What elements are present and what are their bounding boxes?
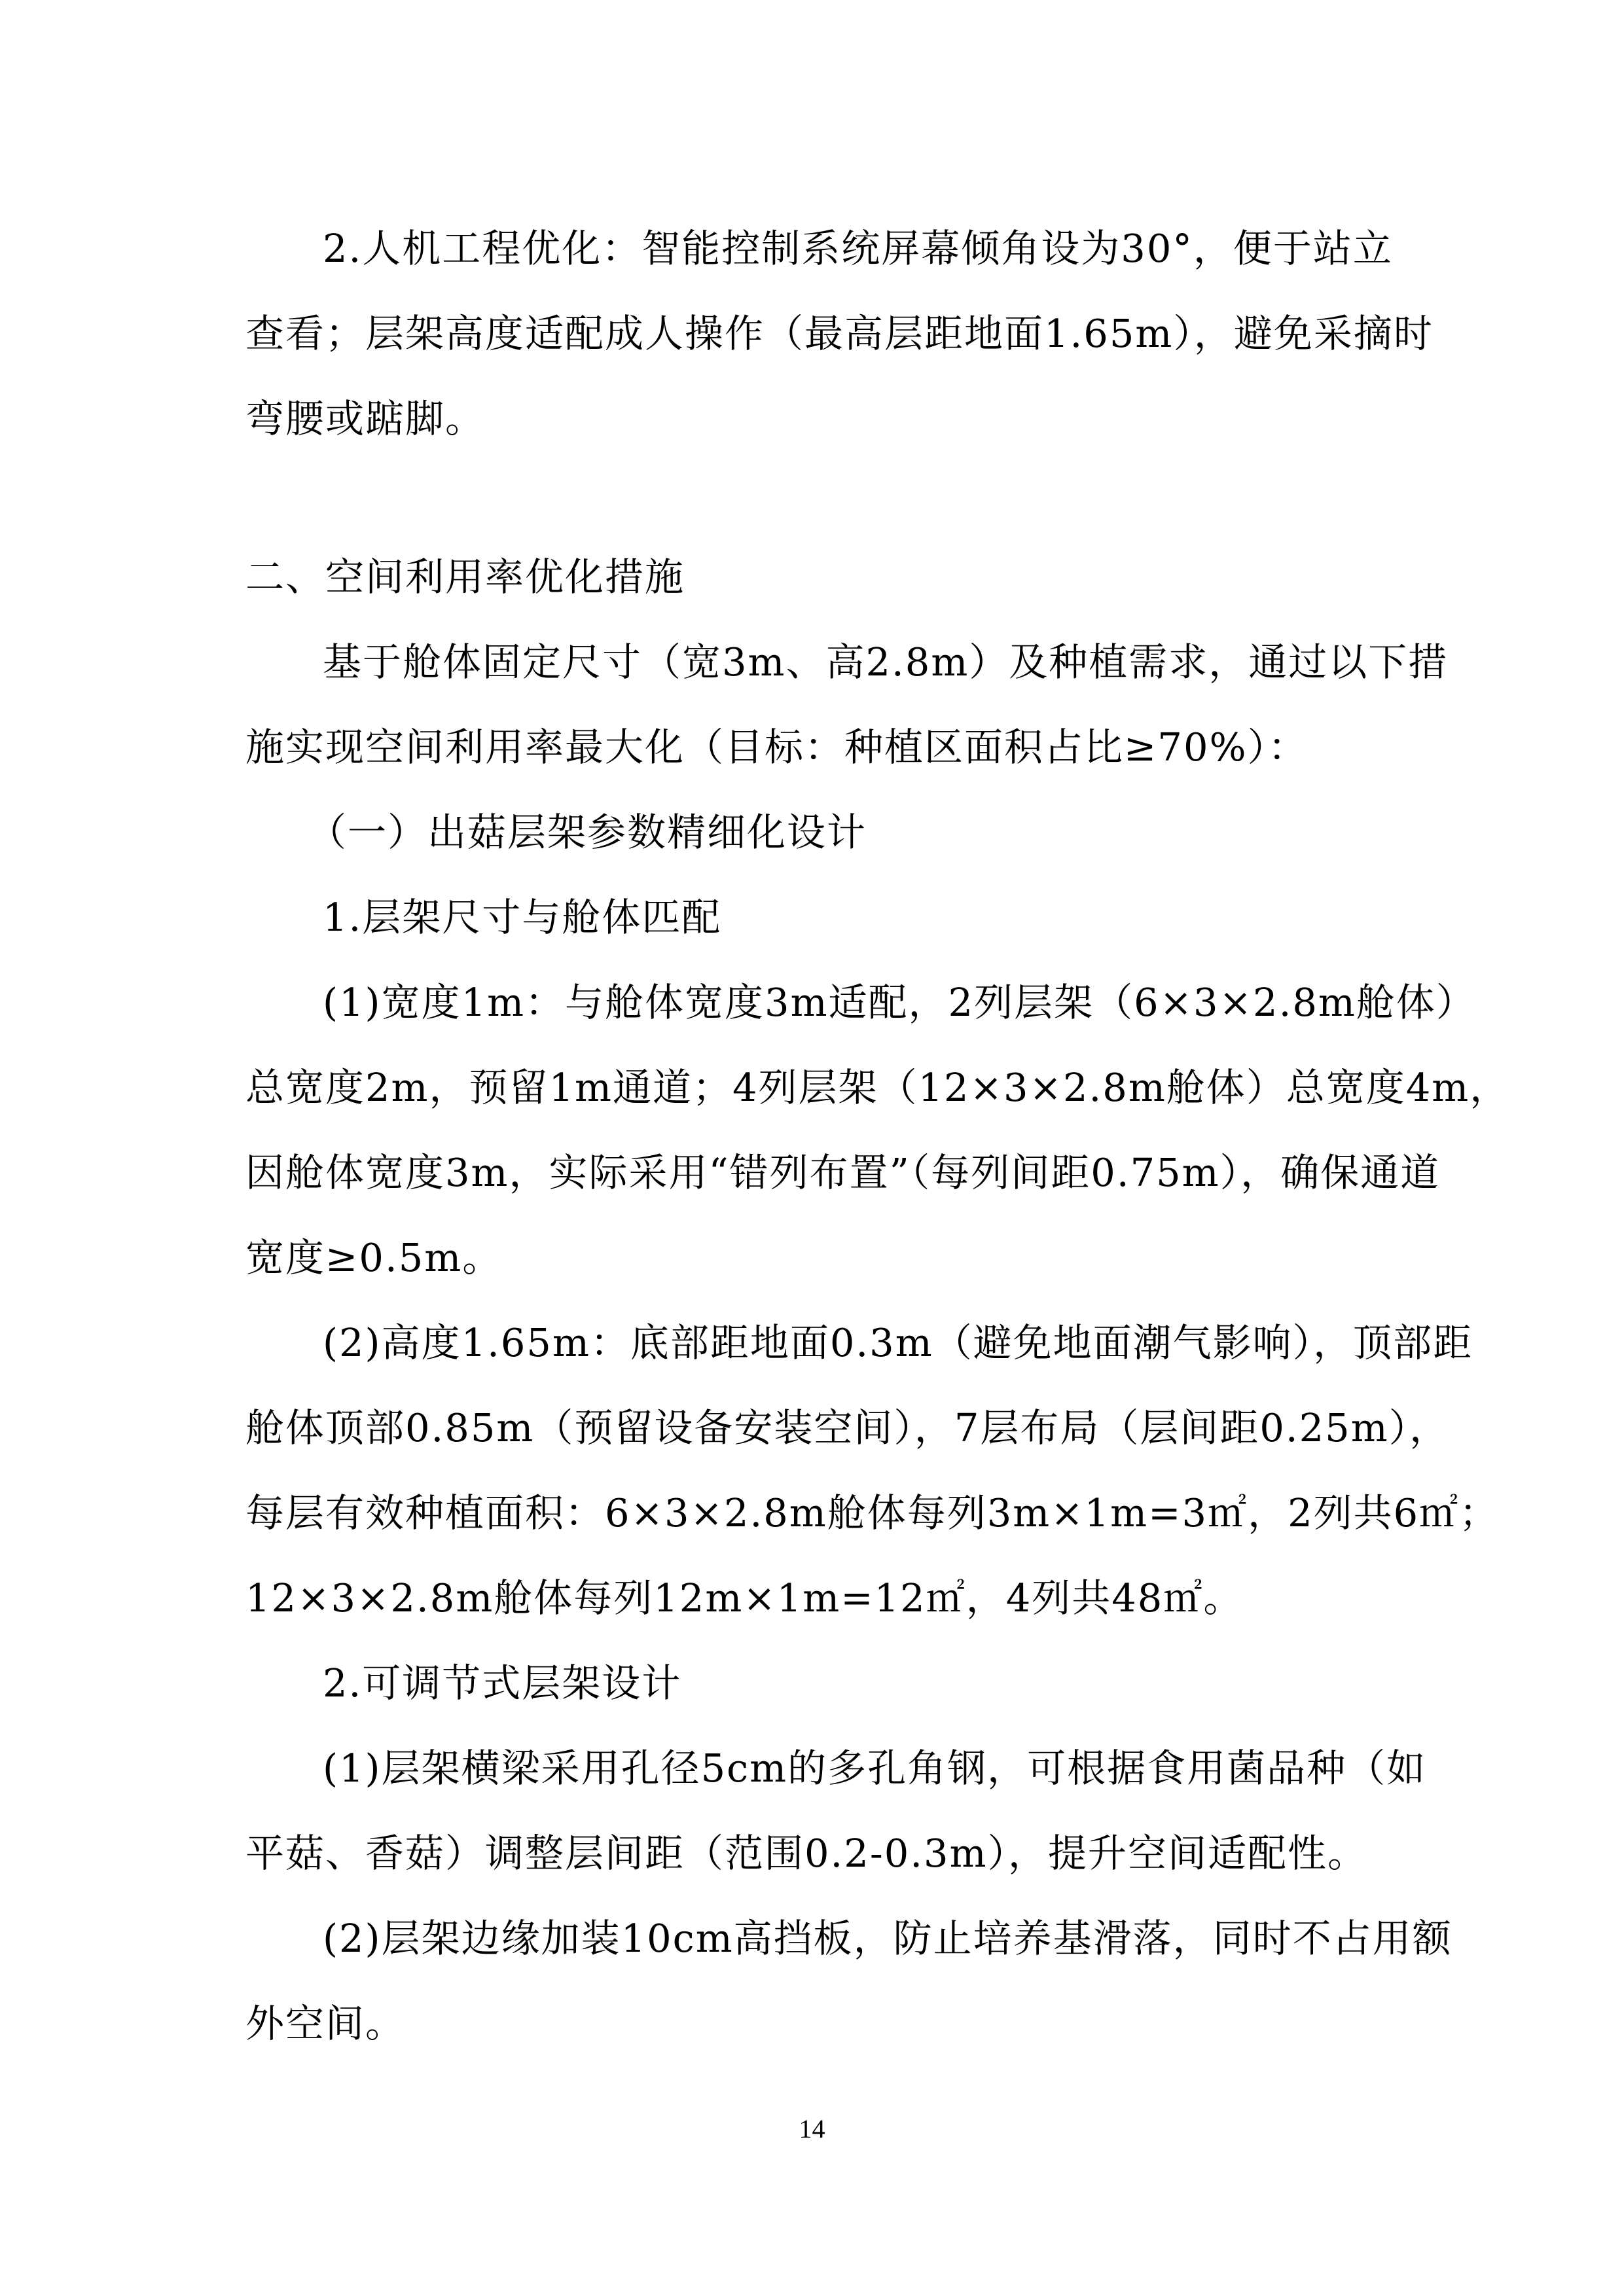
item-1-title: 1.层架尺寸与舱体匹配 [323, 895, 722, 940]
paragraph-ergonomics-line-3: 弯腰或踮脚。 [245, 396, 486, 441]
section-heading: 二、空间利用率优化措施 [245, 554, 685, 600]
paragraph-ergonomics-line-1: 2.人机工程优化：智能控制系统屏幕倾角设为30°，便于站立 [323, 226, 1393, 271]
item-2-2-line-1: (2)层架边缘加装10cm高挡板，防止培养基滑落，同时不占用额 [323, 1916, 1453, 1961]
item-1-1-line-1: (1)宽度1m：与舱体宽度3m适配，2列层架（6×3×2.8m舱体） [323, 980, 1476, 1025]
item-1-2-line-1: (2)高度1.65m：底部距地面0.3m（避免地面潮气影响），顶部距 [323, 1320, 1473, 1365]
item-2-2-line-2: 外空间。 [245, 2001, 406, 2046]
item-1-1-line-4: 宽度≥0.5m。 [245, 1235, 503, 1280]
page-number: 14 [799, 2114, 825, 2144]
item-1-1-line-2: 总宽度2m，预留1m通道；4列层架（12×3×2.8m舱体）总宽度4m， [245, 1065, 1510, 1110]
paragraph-intro-line-2: 施实现空间利用率最大化（目标：种植区面积占比≥70%）： [245, 725, 1308, 770]
item-2-1-line-1: (1)层架横梁采用孔径5cm的多孔角钢，可根据食用菌品种（如 [323, 1746, 1427, 1791]
item-1-1-line-3: 因舱体宽度3m，实际采用“错列布置”（每列间距0.75m），确保通道 [245, 1150, 1441, 1195]
item-1-2-line-4: 12×3×2.8m舱体每列12m×1m=12㎡，4列共48㎡。 [245, 1575, 1244, 1621]
subsection-heading: （一）出菇层架参数精细化设计 [308, 810, 867, 855]
item-2-title: 2.可调节式层架设计 [323, 1660, 682, 1706]
item-1-2-line-3: 每层有效种植面积：6×3×2.8m舱体每列3m×1m=3㎡，2列共6㎡； [245, 1490, 1500, 1535]
paragraph-intro-line-1: 基于舱体固定尺寸（宽3m、高2.8m）及种植需求，通过以下措 [323, 639, 1449, 685]
item-2-1-line-2: 平菇、香菇）调整层间距（范围0.2-0.3m），提升空间适配性。 [245, 1831, 1368, 1876]
paragraph-ergonomics-line-2: 查看；层架高度适配成人操作（最高层距地面1.65m），避免采摘时 [245, 311, 1434, 356]
item-1-2-line-2: 舱体顶部0.85m（预留设备安装空间），7层布局（层间距0.25m）， [245, 1405, 1450, 1450]
